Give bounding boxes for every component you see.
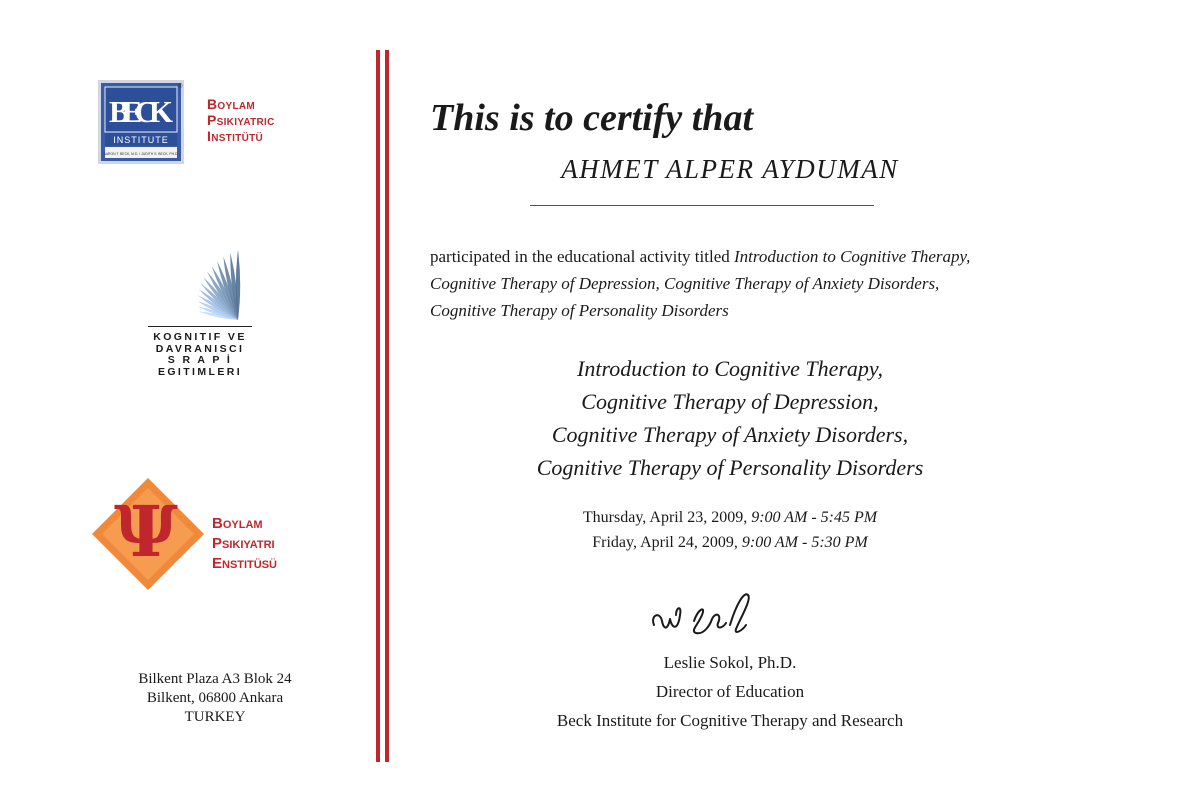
course-list xyxy=(430,352,1030,484)
address-line-2: Bilkent, 06800 Ankara xyxy=(146,690,284,706)
recipient-underline xyxy=(530,205,874,206)
kognitif-title xyxy=(140,332,260,378)
session-date-1 xyxy=(430,505,1030,530)
session-day: Thursday, April 23, 2009, xyxy=(582,509,748,526)
activity-line-1: Introduction to Cognitive Therapy, xyxy=(734,247,971,266)
beck-logo-text: BECK xyxy=(109,94,173,129)
signer-block xyxy=(430,648,1030,735)
kognitif-line-1: KOGNITIF VE xyxy=(153,331,247,343)
certificate-heading: This is to certify that xyxy=(430,97,753,139)
signer-title: Director of Education xyxy=(655,682,805,701)
course-item: Introduction to Cognitive Therapy, xyxy=(577,356,883,381)
kognitif-divider xyxy=(148,326,252,327)
psi-symbol: Ψ xyxy=(114,490,178,573)
activity-line-2: Cognitive Therapy of Depression, Cognitive Therapy of Anxiety Disorders, xyxy=(430,274,940,293)
kognitif-line-4: EGITIMLERI xyxy=(157,365,243,378)
participation-statement xyxy=(430,243,1130,324)
vertical-divider-left xyxy=(376,50,380,762)
boylam-enstitusu-line-1: Boylam xyxy=(212,515,263,532)
signer-name: Leslie Sokol, Ph.D. xyxy=(663,653,797,672)
course-item: Cognitive Therapy of Personality Disorders xyxy=(536,455,924,480)
recipient-name: AHMET ALPER AYDUMAN xyxy=(561,154,899,184)
boylam-institutu-line-1: Boylam xyxy=(207,96,256,112)
session-time: 9:00 AM - 5:30 PM xyxy=(741,534,868,551)
beck-logo-tagline: AARON T. BECK, M.D. / JUDITH S. BECK, PH.D. xyxy=(103,152,179,156)
vertical-divider-right xyxy=(385,50,389,762)
participation-prefix: participated in the educational activity titled xyxy=(430,247,730,266)
registered-mark: ® xyxy=(178,84,183,90)
address-line-1: Bilkent Plaza A3 Blok 24 xyxy=(138,671,292,687)
session-date-2 xyxy=(430,530,1030,555)
boylam-institutu-line-3: Institütü xyxy=(207,128,264,144)
participation-line-3 xyxy=(430,297,1130,324)
boylam-institutu-name xyxy=(207,96,275,144)
session-time: 9:00 AM - 5:45 PM xyxy=(751,509,878,526)
signer-organization: Beck Institute for Cognitive Therapy and Research xyxy=(556,711,904,730)
activity-line-3: Cognitive Therapy of Personality Disorders xyxy=(430,301,729,320)
course-item: Cognitive Therapy of Anxiety Disorders, xyxy=(551,422,909,447)
beck-logo-subtext: INSTITUTE xyxy=(113,135,169,145)
wing-logo xyxy=(150,236,260,326)
participation-line-2 xyxy=(430,270,1130,297)
participation-line-1 xyxy=(430,243,1130,270)
boylam-enstitusu-line-3: Enstitüsü xyxy=(212,555,278,572)
address-block xyxy=(100,670,330,727)
course-item: Cognitive Therapy of Depression, xyxy=(581,389,879,414)
kognitif-line-2: DAVRANISCI xyxy=(155,342,245,355)
boylam-enstitusu-line-2: Psikiyatri xyxy=(212,535,275,552)
boylam-enstitusu-name xyxy=(212,514,277,574)
psi-diamond-logo xyxy=(88,474,208,594)
signature xyxy=(640,585,800,645)
session-day: Friday, April 24, 2009, xyxy=(592,534,738,551)
kognitif-line-3: S R A P İ xyxy=(167,354,233,366)
boylam-institutu-line-2: Psikiyatric xyxy=(207,112,275,128)
session-dates xyxy=(430,505,1030,555)
address-line-3: TURKEY xyxy=(184,709,246,725)
beck-institute-logo xyxy=(98,80,184,164)
